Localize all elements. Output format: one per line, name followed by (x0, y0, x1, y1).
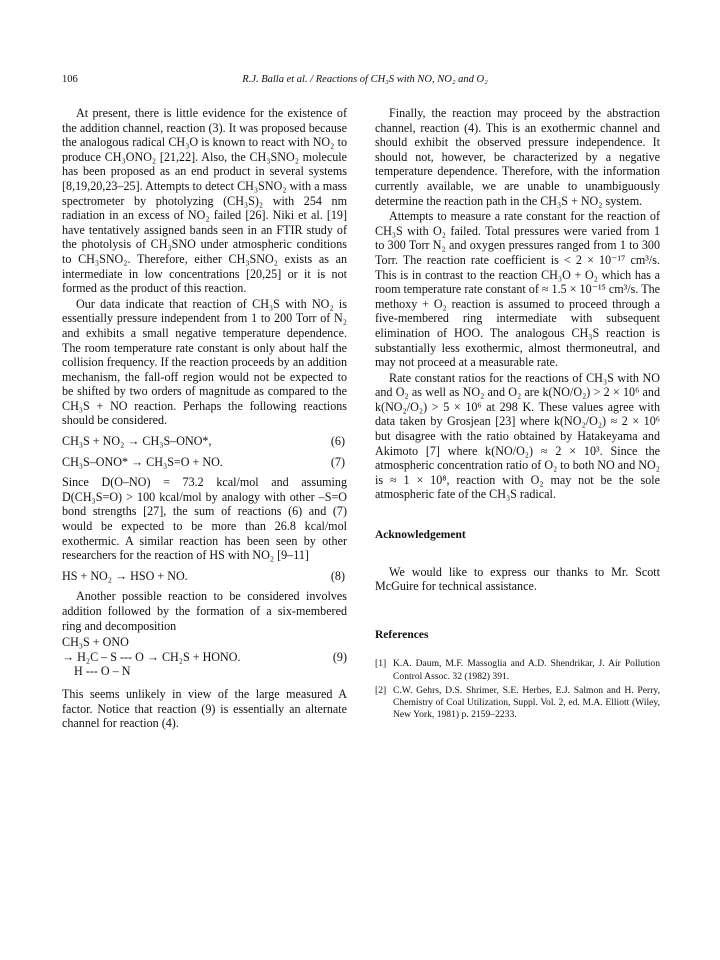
equation-number: (6) (330, 434, 345, 449)
equation-number: (7) (330, 454, 345, 469)
equation-8 (62, 569, 347, 584)
reference-item (375, 658, 660, 682)
page-number: 106 (62, 74, 78, 85)
running-head: R.J. Balla et al. / Reactions of CH₃S with NO, NO₂ and O₂ (242, 74, 488, 85)
acknowledgement-text: We would like to express our thanks to Mr. Scott McGuire for technical assistance. (375, 564, 660, 594)
reference-text: K.A. Daum, M.F. Massoglia and A.D. Shendrikar, J. Air Pollution Control Assoc. 32 (1982) 391. (393, 658, 660, 682)
page-header (62, 74, 668, 90)
paragraph: Another possible reaction to be considered involves addition followed by the formation of a six-membered ring and decomposition (62, 589, 347, 633)
equation-number: (8) (330, 568, 345, 583)
references-heading: References (375, 628, 429, 641)
paragraph: Attempts to measure a rate constant for the reaction of CH₃S with O₂ failed. Total pressures were varied from 1 to 300 Torr N₂ and oxygen pressures ranged from 1 to 300 Torr. The reaction rate coefficient is < 2 × 10⁻¹⁷ cm³/s. This is in contrast to the reaction CH₃O + O₂ which has a room temperature rate constant of ≈ 1.5 × 10⁻¹⁵ cm³/s. The methoxy + O₂ reaction is assumed to proceed through a five-membered ring intermediate with subsequent elimination of HOO. The analogous CH₃S reaction is substantially less exothermic, almost thermoneutral, and may not proceed at a measurable rate. (375, 209, 660, 370)
equation-7 (62, 455, 347, 470)
paragraph: At present, there is little evidence for the existence of the addition channel, reaction (3). It was proposed because the analogous radical CH₃O is known to react with NO₂ to produce CH₃ONO₂ [21,22]. Also, the CH₃SNO₂ molecule has been proposed as an end product in several systems [8,19,20,23–25]. Attempts to detect CH₃SNO₂ with a mass spectrometer by photolyzing (CH₃S)₂ with 254 nm radiation in an excess of NO₂ failed [26]. Niki et al. [19] have tentatively assigned bands seen in an FTIR study of the photolysis of CH₃SNO under atmospheric conditions to CH₃SNO₂. Therefore, either CH₃SNO₂ exists as an intermediate in low concentrations [20,25] or it is not formed as the product of this reaction. (62, 106, 347, 296)
ring-structure-top: → H₂C – S --- O → CH₂S + HONO. (62, 649, 241, 664)
equation-9 (62, 635, 347, 679)
equation-text: CH₃S + NO₂ → CH₃S–ONO*, (62, 434, 212, 449)
paragraph: Since D(O–NO) = 73.2 kcal/mol and assuming D(CH₃S=O) > 100 kcal/mol by analogy with other –S=O bond strengths [27], the sum of reactions (6) and (7) would be expected to be more than 26.8 kcal/mol exothermic. A similar reaction has been seen by other researchers for the reaction of HS with NO₂ [9–11] (62, 475, 347, 563)
paragraph: Our data indicate that reaction of CH₃S with NO₂ is essentially pressure independent from 1 to 200 Torr of N₂ and exhibits a small negative temperature dependence. The room temperature rate constant is only about half the collision frequency. If the reaction proceeds by an addition mechanism, the fall-off region would not be expected to be shifted by two orders of magnitude as compared to the CH₃S + NO reaction. Perhaps the following reactions should be considered. (62, 296, 347, 428)
right-column (375, 106, 660, 723)
reference-list (375, 658, 660, 721)
reference-item (375, 685, 660, 722)
ring-structure-bottom: H --- O – N (74, 664, 131, 679)
paragraph: This seems unlikely in view of the large measured A factor. Notice that reaction (9) is essentially an alternate channel for reaction (4). (62, 686, 347, 731)
reference-number: [2] (375, 684, 387, 696)
paragraph: Rate constant ratios for the reactions of CH₃S with NO and O₂ as well as NO₂ and O₂ are k(NO/O₂) > 2 × 10⁶ and k(NO₂/O₂) > 5 × 10⁶ at 298 K. These values agree with data taken by Grosjean [23] where k(NO₂/O₂) ≈ 2 × 10⁶ but disagree with the ratio obtained by Hatakeyama and Akimoto [7] where k(NO/O₂) ≈ 2 × 10³. Since the atmospheric concentration ratio of O₂ to both NO and NO₂ is ≈ 1 × 10⁸, reaction with O₂ may not be the sole atmospheric fate of the CH₃S radical. (375, 370, 660, 502)
reference-number: [1] (375, 658, 387, 670)
equation-text: CH₃S–ONO* → CH₃S=O + NO. (62, 454, 223, 469)
equation-text: HS + NO₂ → HSO + NO. (62, 568, 188, 583)
equation-number: (9) (332, 649, 347, 664)
reference-text: C.W. Gehrs, D.S. Shrimer, S.E. Herbes, E.J. Salmon and H. Perry, Chemistry of Coal Utilization, Suppl. Vol. 2, ed. M.A. Elliott (Wiley, New York, 1981) p. 2159–2233. (393, 684, 660, 721)
equation-6 (62, 434, 347, 449)
acknowledgement-heading: Acknowledgement (375, 529, 466, 542)
paragraph: Finally, the reaction may proceed by the abstraction channel, reaction (4). This is an exothermic channel and should exhibit the observed pressure independence. It should not, however, be characterized by a negative temperature dependence. Therefore, with the information currently available, we are unable to unambiguously determine the reaction path in the CH₃S + NO₂ system. (375, 106, 660, 208)
left-column (62, 106, 347, 732)
equation-reactants: CH₃S + ONO (62, 635, 129, 650)
